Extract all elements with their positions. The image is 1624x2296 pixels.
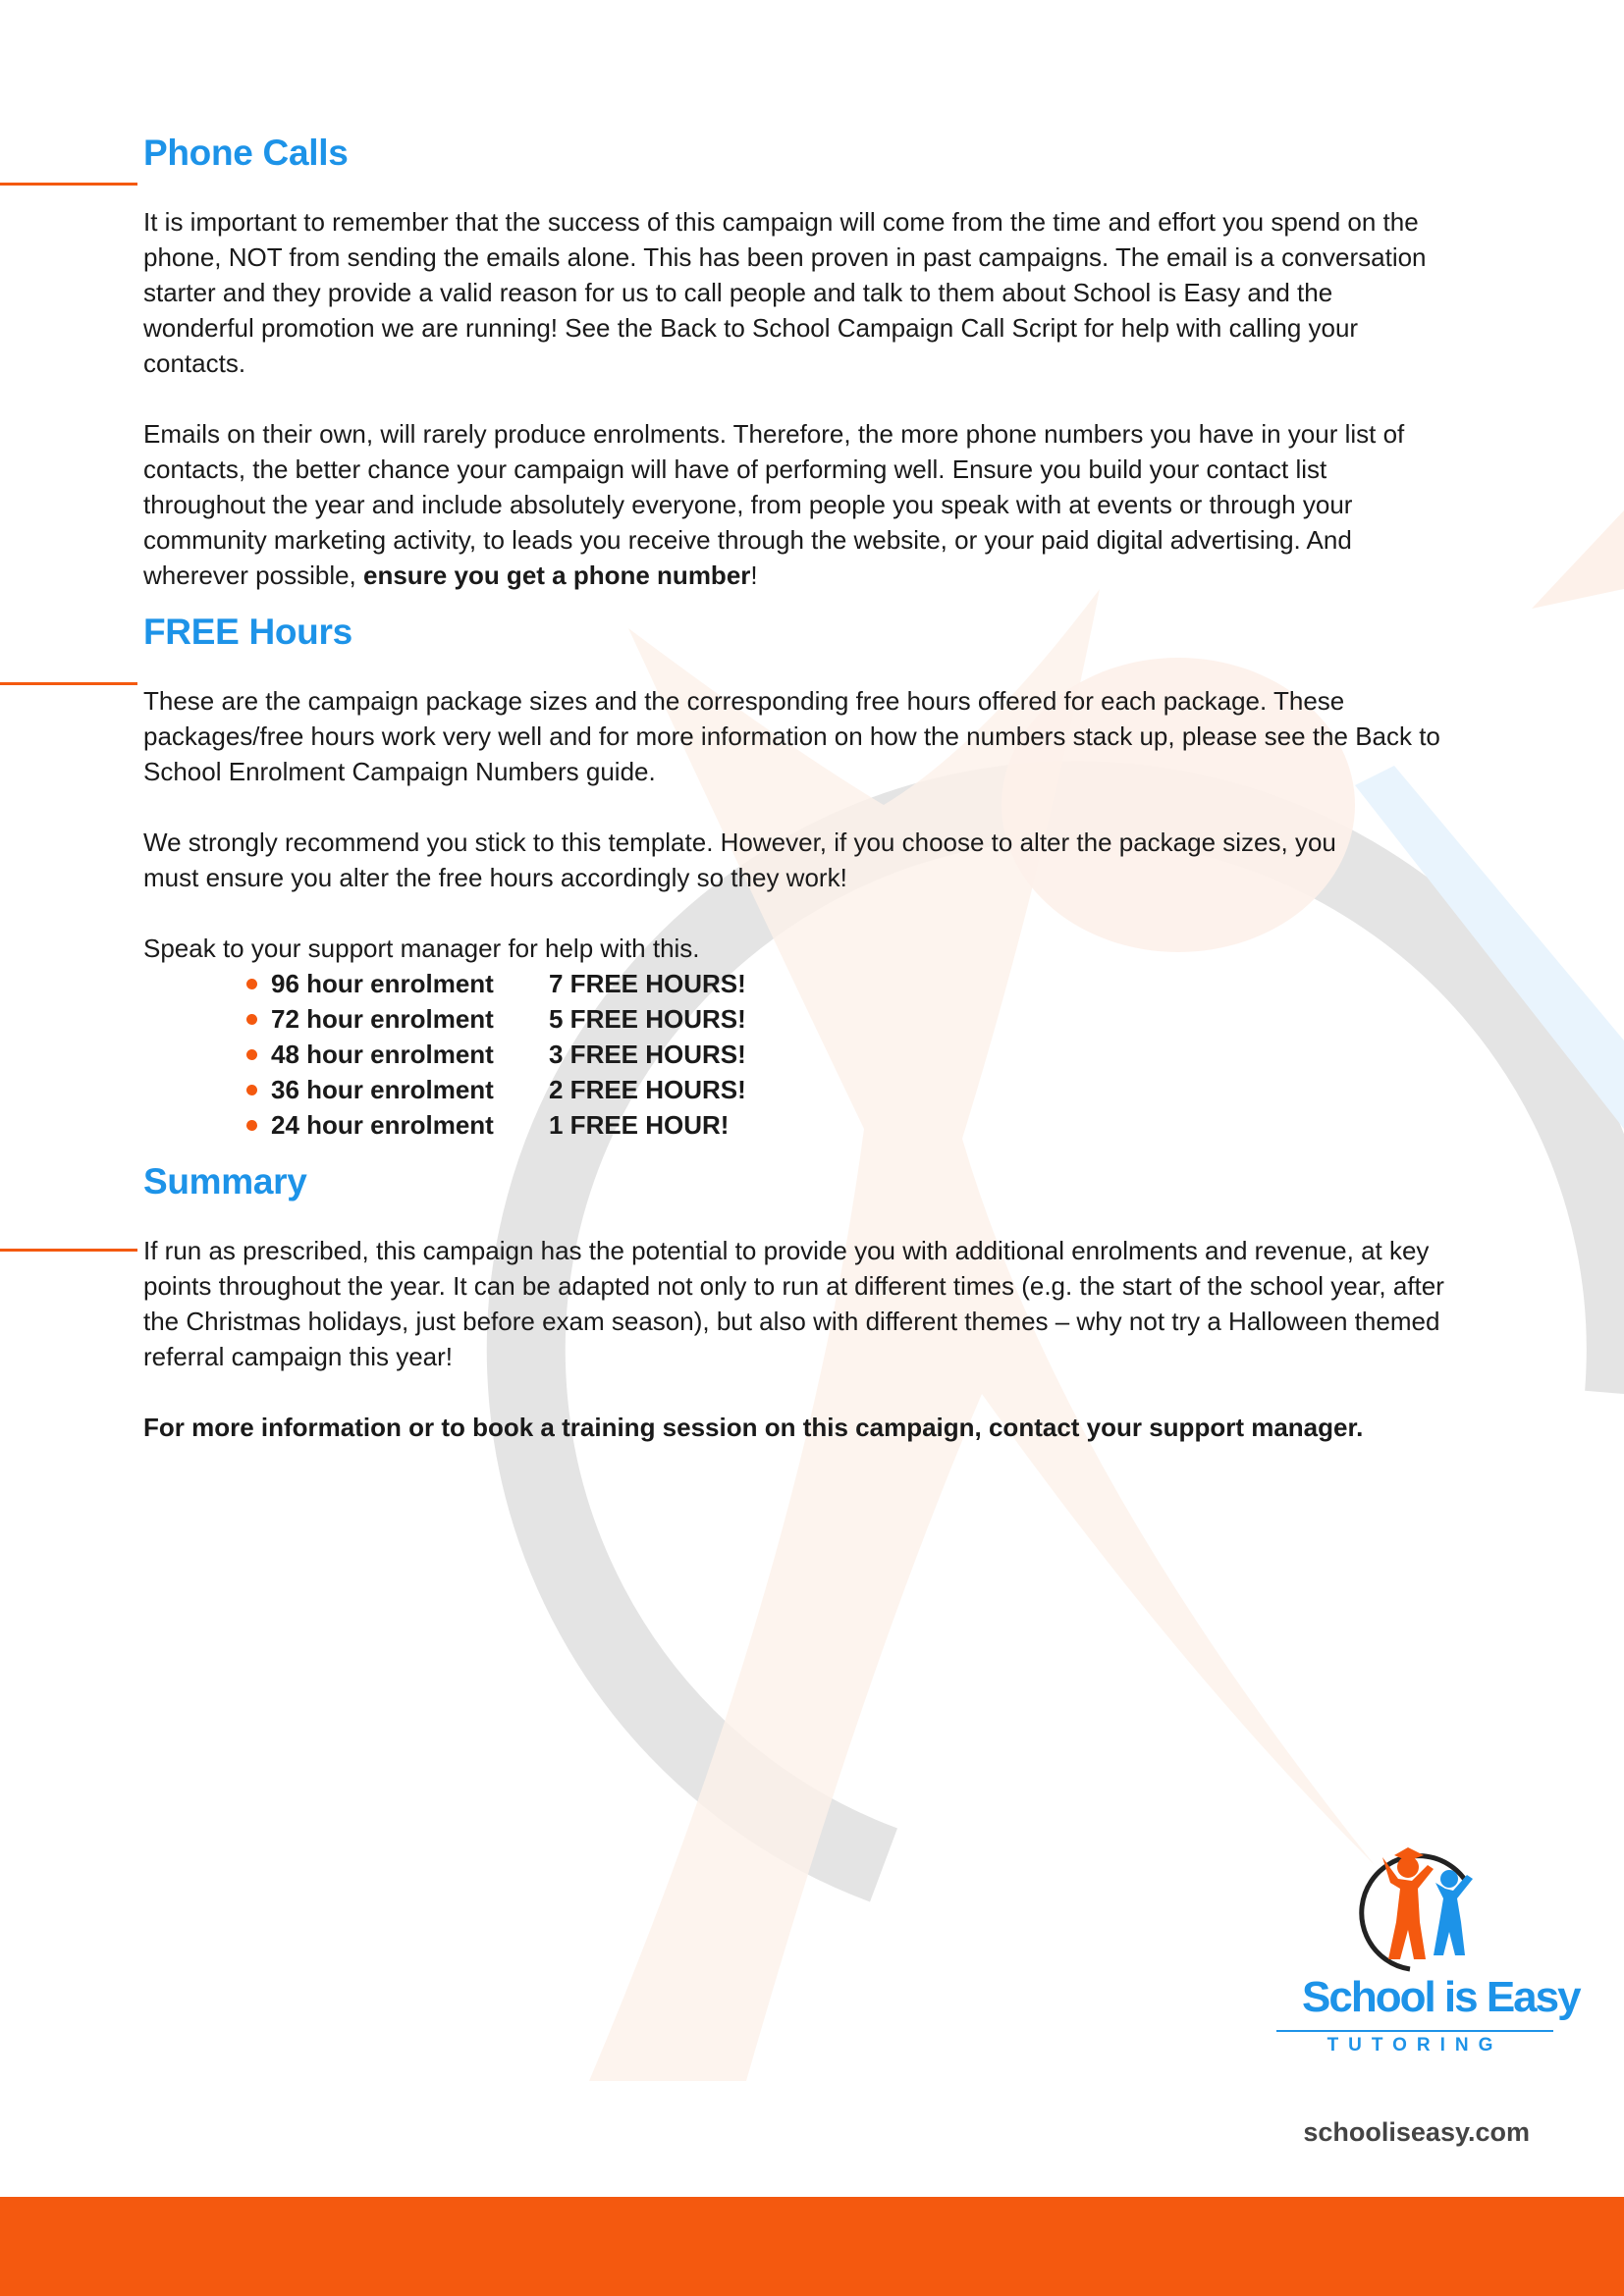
phone-number-emphasis: ensure you get a phone number xyxy=(363,561,751,590)
phone-calls-paragraph-1: It is important to remember that the success of this campaign will come from the time and effort you spend on the phone, NOT from sending the emails alone. This has been proven in past campaigns. The email is a conversation starter and they provide a valid reason for us to call people and talk to them about School is Easy and the wonderful promotion we are running! See the Back to School Campaign Call Script for help with calling your contacts. xyxy=(143,207,1427,378)
list-item xyxy=(271,1107,1449,1143)
package-hours: 36 hour enrolment xyxy=(271,1075,494,1104)
website-link[interactable]: schooliseasy.com xyxy=(1303,2117,1530,2147)
paragraph-text: Emails on their own, will rarely produce enrolments. Therefore, the more phone numbers you have in your list of contacts, the better chance your campaign will have of performing well. Ensure you build your contact list throughout the year and include absolutely everyone, from people you speak with at events or through your community marketing activity, to leads you receive through the website, or your paid digital advertising. And wherever possible, xyxy=(143,419,1405,590)
summary-heading: Summary xyxy=(143,1161,307,1201)
package-free-hours: 2 FREE HOURS! xyxy=(549,1075,746,1104)
free-hours-paragraph-2: We strongly recommend you stick to this template. However, if you choose to alter the package sizes, you must ensure you alter the free hours accordingly so they work! xyxy=(143,828,1336,892)
logo-figures-icon xyxy=(1351,1843,1489,1976)
summary-section xyxy=(143,1156,1449,1445)
free-hours-heading: FREE Hours xyxy=(143,612,352,652)
package-hours: 72 hour enrolment xyxy=(271,1004,494,1034)
bullet-icon xyxy=(246,1014,257,1025)
phone-calls-heading: Phone Calls xyxy=(143,133,349,173)
package-free-hours: 3 FREE HOURS! xyxy=(549,1040,746,1069)
section-rule-free-hours xyxy=(0,682,137,685)
free-hours-section xyxy=(143,607,1449,1143)
list-item xyxy=(271,1037,1449,1072)
section-rule-summary xyxy=(0,1249,137,1252)
document-body xyxy=(143,128,1449,1445)
package-free-hours: 1 FREE HOUR! xyxy=(549,1110,730,1140)
bullet-icon xyxy=(246,1120,257,1131)
list-item xyxy=(271,1072,1449,1107)
phone-calls-paragraph-2 xyxy=(143,416,1449,593)
summary-paragraph-1: If run as prescribed, this campaign has the potential to provide you with additional enrolments and revenue, at key points throughout the year. It can be adapted not only to run at different times (e.g. the start of the school year, after the Christmas holidays, just before exam season), but also with different themes – why not try a Halloween themed referral campaign this year! xyxy=(143,1236,1444,1371)
list-item xyxy=(271,1001,1449,1037)
package-hours: 24 hour enrolment xyxy=(271,1110,494,1140)
logo-name: School is Easy xyxy=(1302,1973,1580,2021)
bullet-icon xyxy=(246,1049,257,1060)
logo-tagline: TUTORING xyxy=(1326,2035,1503,2056)
free-hours-paragraph-1: These are the campaign package sizes and the corresponding free hours offered for each package. These packages/free hours work very well and for more information on how the numbers stack up, please see the Back to School Enrolment Campaign Numbers guide. xyxy=(143,686,1440,786)
package-free-hours: 5 FREE HOURS! xyxy=(549,1004,746,1034)
list-item xyxy=(271,966,1449,1001)
package-hours: 48 hour enrolment xyxy=(271,1040,494,1069)
phone-calls-section xyxy=(143,128,1449,593)
summary-paragraph-2: For more information or to book a training session on this campaign, contact your support manager. xyxy=(143,1413,1364,1442)
school-is-easy-logo xyxy=(1272,1843,1580,2059)
package-hours: 96 hour enrolment xyxy=(271,969,494,998)
paragraph-end: ! xyxy=(750,561,758,590)
section-rule-phone-calls xyxy=(0,183,137,186)
package-list xyxy=(143,966,1449,1143)
footer-bar xyxy=(0,2197,1624,2296)
logo-divider xyxy=(1276,2030,1553,2032)
bullet-icon xyxy=(246,1085,257,1095)
bullet-icon xyxy=(246,979,257,989)
free-hours-paragraph-3: Speak to your support manager for help with this. xyxy=(143,934,700,963)
package-free-hours: 7 FREE HOURS! xyxy=(549,969,746,998)
